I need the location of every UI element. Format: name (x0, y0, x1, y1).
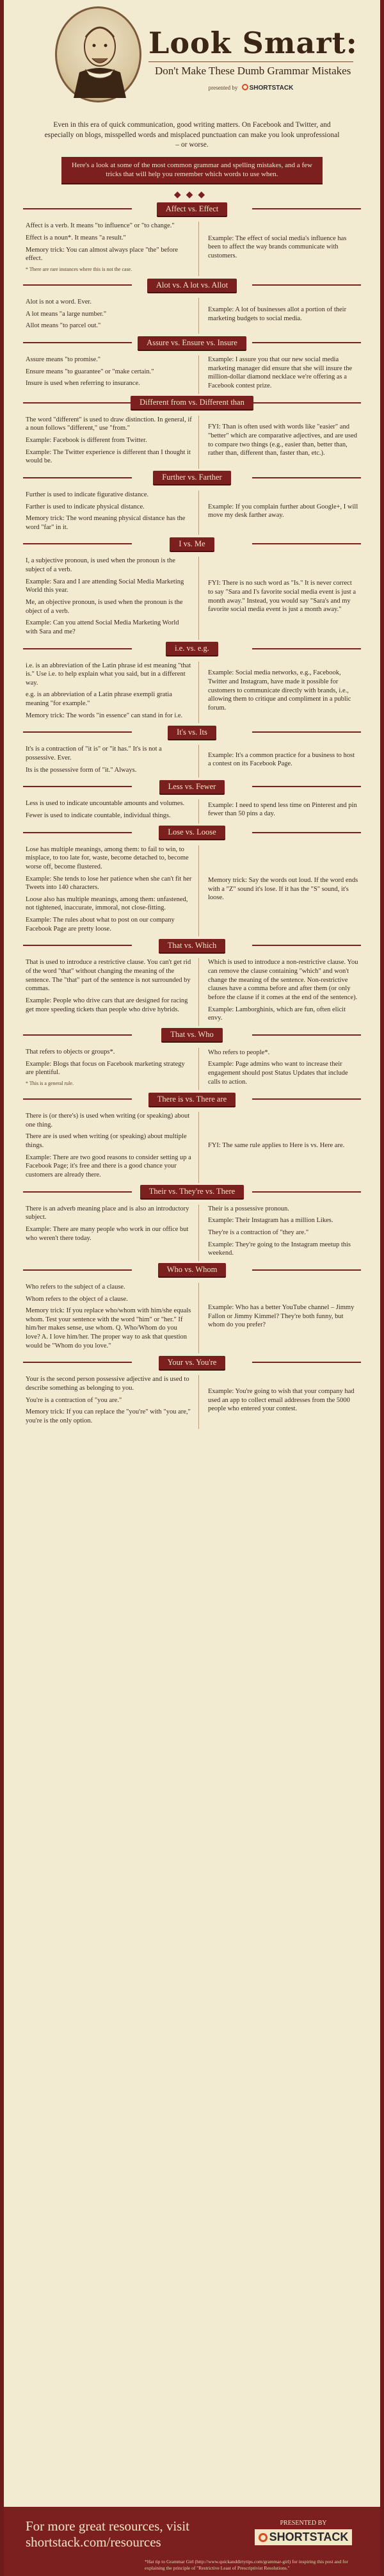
rule-text: Example: The rules about what to post on our company Facebook Page are pretty loose. (26, 917, 175, 933)
section-body (4, 741, 380, 778)
section-right-column (198, 1375, 358, 1428)
grammar-section (4, 824, 380, 937)
section-title: Who vs. Whom (158, 1263, 227, 1276)
section-title: i.e. vs. e.g. (166, 642, 218, 655)
section-left-column (26, 1283, 198, 1353)
section-left-column (26, 1112, 198, 1182)
section-title: Their vs. They're vs. There (140, 1185, 244, 1198)
rule-text: There is (or there's) is used when writing (or speaking) about one thing. (26, 1113, 190, 1129)
rule-text: Example: There are two good reasons to consider setting up a Facebook Page; it's free and there is a good chance your customers are already there. (26, 1153, 191, 1179)
grammar-section (4, 394, 380, 469)
section-header (4, 394, 380, 412)
rule-text: Whom refers to the object of a clause. (26, 1295, 128, 1303)
example-text: FYI: There is no such word as "Is." It is never correct to say "Sara and I's favorite social media event is just a month away." Instead, you would say "Sara's and my favorite social media event is just a month away." (208, 580, 356, 614)
rule-text: Example: People who drive cars that are designed for racing get more speeding tickets than people who drive hybrids. (26, 997, 188, 1013)
intro-banner: Here's a look at some of the most common grammar and spelling mistakes, and a few tricks that will help you remember which words to use when. (61, 157, 323, 184)
rule-text: Who refers to the subject of a clause. (26, 1283, 125, 1291)
section-title: There is vs. There are (148, 1093, 236, 1106)
section-right-column (198, 799, 358, 823)
section-header (4, 1183, 380, 1201)
section-title: That vs. Who (161, 1028, 222, 1041)
header (4, 0, 380, 115)
rule-text: Affect is a verb. It means "to influence" or "to change." (26, 222, 175, 230)
rule-text: There are is used when writing (or speaking) about multiple things. (26, 1133, 187, 1150)
section-body (4, 1201, 380, 1261)
section-body (4, 294, 380, 334)
section-right-column (198, 491, 358, 535)
section-body (4, 842, 380, 937)
section-left-column (26, 491, 198, 535)
rule-text: Memory trick: If you can replace the "you're" with "you are," you're is the only option. (26, 1408, 191, 1424)
section-body (4, 795, 380, 823)
example-text: Memory trick: Say the words out loud. If the word ends with a "Z" sound it's lose. If it has the "S" sound, it's loose. (208, 877, 358, 902)
footer-brand-text: SHORTSTACK (269, 2531, 349, 2543)
section-left-column (26, 222, 198, 276)
rule-text: I, a subjective pronoun, is used when the pronoun is the subject of a verb. (26, 557, 175, 574)
section-right-column (198, 745, 358, 778)
section-header (4, 469, 380, 487)
rule-text: Example: There are many people who work in our office but who weren't there today. (26, 1225, 189, 1242)
rule-text: Its is the possessive form of "it." Always. (26, 766, 137, 774)
section-body (4, 352, 380, 394)
footer-resources-link[interactable]: For more great resources, visit shortstack.com/resources (26, 2518, 190, 2550)
example-text: They're is a contraction of "they are." (208, 1228, 309, 1236)
section-right-column (198, 355, 358, 394)
presented-by-label: presented by (208, 85, 238, 91)
section-left-column (26, 799, 198, 823)
rule-text: Memory trick: The words "in essence" can stand in for i.e. (26, 712, 183, 719)
section-header (4, 824, 380, 842)
example-text: Example: Who has a better YouTube channel – Jimmy Fallon or Jimmy Kimmel? They're both funny, but whom do you prefer? (208, 1304, 355, 1329)
section-body (4, 1279, 380, 1353)
intro-text: Even in this era of quick communication, good writing matters. On Facebook and Twitter, and especially on blogs, misspelled words and misplaced punctuation can make you look unprofessional – or worse. (44, 121, 340, 149)
example-text: Example: I need to spend less time on Pinterest and pin fewer than 50 pins a day. (208, 801, 357, 818)
example-text: FYI: Than is often used with words like "easier" and "better" which are comparative adjectives, and are used to compare two things (e.g., easier than, better than, rather than, different than, faster than, etc.). (208, 423, 358, 457)
grammar-section (4, 1353, 380, 1428)
section-header (4, 640, 380, 658)
section-left-column (26, 1048, 198, 1090)
section-left-column (26, 557, 198, 639)
section-header (4, 276, 380, 294)
rule-text: Memory trick: The word meaning physical distance has the word "far" in it. (26, 515, 186, 531)
section-title: Less vs. Fewer (159, 780, 225, 794)
grammar-section (4, 778, 380, 823)
section-right-column (198, 298, 358, 334)
rule-text: Memory trick: You can almost always place "the" before effect. (26, 246, 179, 263)
rule-text: Example: Sara and I are attending Social Media Marketing World this year. (26, 578, 184, 594)
section-header (4, 535, 380, 553)
rule-text: Example: Facebook is different from Twitter. (26, 436, 147, 444)
rule-text: Loose also has multiple meanings, among them: unfastened, not tightened, inaccurate, immoral, not close-fitting. (26, 895, 188, 912)
grammar-section (4, 469, 380, 535)
section-title: It's vs. Its (168, 726, 216, 739)
page-subtitle: Don't Make These Dumb Grammar Mistakes (148, 61, 353, 77)
section-header (4, 200, 380, 218)
section-title: Affect vs. Effect (157, 202, 228, 216)
section-title: Further vs. Farther (153, 471, 230, 484)
example-text: Example: I assure you that our new social media marketing manager did ensure that she will insure the million-dollar diamond necklace we're offering as a Facebook contest prize. (208, 356, 353, 390)
example-text: Example: If you complain further about Google+, I will move my desk farther away. (208, 503, 358, 519)
section-body (4, 487, 380, 535)
section-body (4, 1108, 380, 1182)
example-text: FYI: The same rule applies to Here is vs. Here are. (208, 1142, 345, 1150)
section-title: Alot vs. A lot vs. Allot (147, 279, 237, 292)
section-title: Lose vs. Loose (159, 826, 225, 839)
grammar-section (4, 535, 380, 639)
page-title: Look Smart: (148, 26, 358, 60)
section-right-column (198, 416, 358, 469)
ornament-divider: ◆◆◆ (173, 190, 211, 200)
sections-container (4, 200, 380, 1428)
section-right-column (198, 222, 358, 276)
example-text: Example: Lamborghinis, which are fun, often elicit envy. (208, 1006, 346, 1022)
rule-text: i.e. is an abbreviation of the Latin phrase id est meaning "that is." Use i.e. to help explain what you said, but in a different way. (26, 662, 191, 687)
example-text: Example: The effect of social media's influence has been to affect the way brands communicate with customers. (208, 234, 347, 260)
rule-text: Example: The Twitter experience is different than I thought it would be. (26, 448, 191, 465)
footer-brand-logo[interactable] (255, 2529, 353, 2545)
example-text: Example: Their Instagram has a million Likes. (208, 1217, 333, 1225)
shakespeare-portrait-icon (55, 6, 141, 102)
example-text: Example: They're going to the Instagram meetup this weekend. (208, 1241, 351, 1257)
grammar-section (4, 1090, 380, 1182)
example-text: Example: You're going to wish that your company had used an app to collect email addresses from the 5000 people who entered your contest. (208, 1387, 355, 1413)
rule-text: Insure is used when referring to insurance. (26, 380, 140, 387)
section-left-column (26, 416, 198, 469)
example-text: Example: Social media networks, e.g., Facebook, Twitter and Instagram, have made it possible for customers to communicate directly with brands, i.e., allowing them to critique and compliment in a public forum. (208, 669, 351, 712)
rule-text: That is used to introduce a restrictive clause. You can't get rid of the word "that" without changing the meaning of the sentence. The "that" part of the sentence is not surrounded by commas. (26, 959, 191, 993)
section-header (4, 1353, 380, 1371)
rule-text: Fewer is used to indicate countable, individual things. (26, 811, 171, 819)
section-right-column (198, 845, 358, 937)
footer-citation: *Hat tip to Grammar Girl (http://www.quickanddirtytips.com/grammar-girl) for inspiring this post and for explaining the principle of "Restrictive Least of Prescriptivist Resolutions." (145, 2559, 348, 2571)
section-title: Different from vs. Different than (131, 396, 253, 409)
rule-text: Memory trick: If you replace who/whom with him/she equals whom. Test your sentence with the word "him" or "her." If him/her makes sense, use whom. Q. Who/Whom do you love? A. I love him/her. The proper way to ask that question would be "Whom do you love." (26, 1307, 191, 1349)
section-right-column (198, 958, 358, 1025)
grammar-section (4, 334, 380, 394)
section-header (4, 1261, 380, 1279)
section-body (4, 553, 380, 639)
section-body (4, 1044, 380, 1090)
rule-text: It's is a contraction of "it is" or "it has." It's is not a possessive. Ever. (26, 746, 162, 762)
section-title: Assure vs. Ensure vs. Insure (138, 336, 246, 350)
section-right-column (198, 1112, 358, 1182)
grammar-section (4, 936, 380, 1025)
example-text: Who refers to people*. (208, 1048, 270, 1056)
section-left-column (26, 958, 198, 1025)
section-header (4, 778, 380, 795)
section-left-column (26, 298, 198, 334)
section-body (4, 954, 380, 1025)
example-text: Example: Page admins who want to increase their engagement should post Status Updates that include calls to action. (208, 1061, 348, 1086)
rule-text: Ensure means "to guarantee" or "make certain." (26, 368, 154, 375)
shortstack-logo[interactable] (242, 85, 294, 92)
grammar-section (4, 276, 380, 334)
example-text: Example: It's a common practice for a business to host a contest on its Facebook Page. (208, 751, 355, 768)
section-body (4, 1371, 380, 1428)
rule-text: Alot is not a word. Ever. (26, 298, 92, 306)
rule-text: Effect is a noun*. It means "a result." (26, 234, 126, 241)
section-right-column (198, 1205, 358, 1261)
rule-text: A lot means "a large number." (26, 310, 107, 318)
rule-text: You're is a contraction of "you are." (26, 1396, 122, 1404)
grammar-section (4, 1183, 380, 1261)
section-title: Your vs. You're (159, 1356, 226, 1369)
section-left-column (26, 355, 198, 394)
ring-icon (242, 84, 248, 90)
section-left-column (26, 662, 198, 724)
section-left-column (26, 1375, 198, 1428)
rule-text: e.g. is an abbreviation of a Latin phrase exempli gratia meaning "for example." (26, 691, 172, 708)
rule-text: Example: Blogs that focus on Facebook marketing strategy are plentiful. (26, 1060, 185, 1077)
section-right-column (198, 1048, 358, 1090)
section-header (4, 334, 380, 352)
example-text: Which is used to introduce a non-restrictive clause. You can remove the clause containing "which" and won't change the meaning of the sentence. Non-restrictive clauses have a comma before and after them (or only before the clause if it comes at the end of the sentence). (208, 959, 358, 1001)
footnote: * There are rare instances where this is not the case. (26, 266, 132, 272)
section-right-column (198, 557, 358, 639)
rule-text: Farther is used to indicate physical distance. (26, 503, 145, 510)
presented-by (148, 84, 353, 92)
rule-text: Further is used to indicate figurative distance. (26, 491, 149, 498)
rule-text: Less is used to indicate uncountable amounts and volumes. (26, 800, 185, 808)
rule-text: That refers to objects or groups*. (26, 1048, 115, 1056)
section-title: That vs. Which (159, 939, 226, 952)
grammar-section (4, 200, 380, 276)
footer-presented-label: PRESENTED BY (280, 2520, 327, 2527)
grammar-section (4, 723, 380, 778)
footer-presented-by (252, 2520, 355, 2545)
section-header (4, 723, 380, 741)
rule-text: Example: Can you attend Social Media Marketing World with Sara and me? (26, 619, 179, 635)
rule-text: Your is the second person possessive adjective and is used to describe something as belonging to you. (26, 1376, 189, 1392)
section-body (4, 412, 380, 469)
rule-text: Assure means "to promise." (26, 356, 101, 364)
rule-text: Example: She tends to lose her patience when she can't fit her Tweets into 140 characters. (26, 875, 192, 892)
grammar-section (4, 1026, 380, 1090)
rule-text: Lose has multiple meanings, among them: to fail to win, to misplace, to too late for, waste, become detached to, become worse off, become flustered. (26, 845, 189, 870)
ring-icon (259, 2533, 268, 2542)
section-header (4, 1026, 380, 1044)
section-header (4, 936, 380, 954)
shortstack-logo-text: SHORTSTACK (249, 85, 294, 92)
footer (4, 2507, 380, 2576)
section-header (4, 1090, 380, 1108)
footnote: * This is a general rule. (26, 1080, 74, 1086)
rule-text: There is an adverb meaning place and is also an introductory subject. (26, 1205, 189, 1221)
rule-text: The word "different" is used to draw distinction. In general, if a noun follows "different," use "from." (26, 416, 192, 432)
grammar-section (4, 640, 380, 724)
section-body (4, 658, 380, 724)
section-body (4, 218, 380, 276)
example-text: Example: A lot of businesses allot a portion of their marketing budgets to social media. (208, 306, 347, 322)
grammar-section (4, 1261, 380, 1353)
section-left-column (26, 745, 198, 778)
section-right-column (198, 662, 358, 724)
title-block (148, 26, 366, 92)
section-title: I vs. Me (170, 537, 214, 551)
rule-text: Me, an objective pronoun, is used when the pronoun is the object of a verb. (26, 599, 183, 615)
section-left-column (26, 1205, 198, 1261)
rule-text: Allot means "to parcel out." (26, 322, 101, 330)
section-left-column (26, 845, 198, 937)
section-right-column (198, 1283, 358, 1353)
example-text: Their is a possessive pronoun. (208, 1205, 289, 1212)
